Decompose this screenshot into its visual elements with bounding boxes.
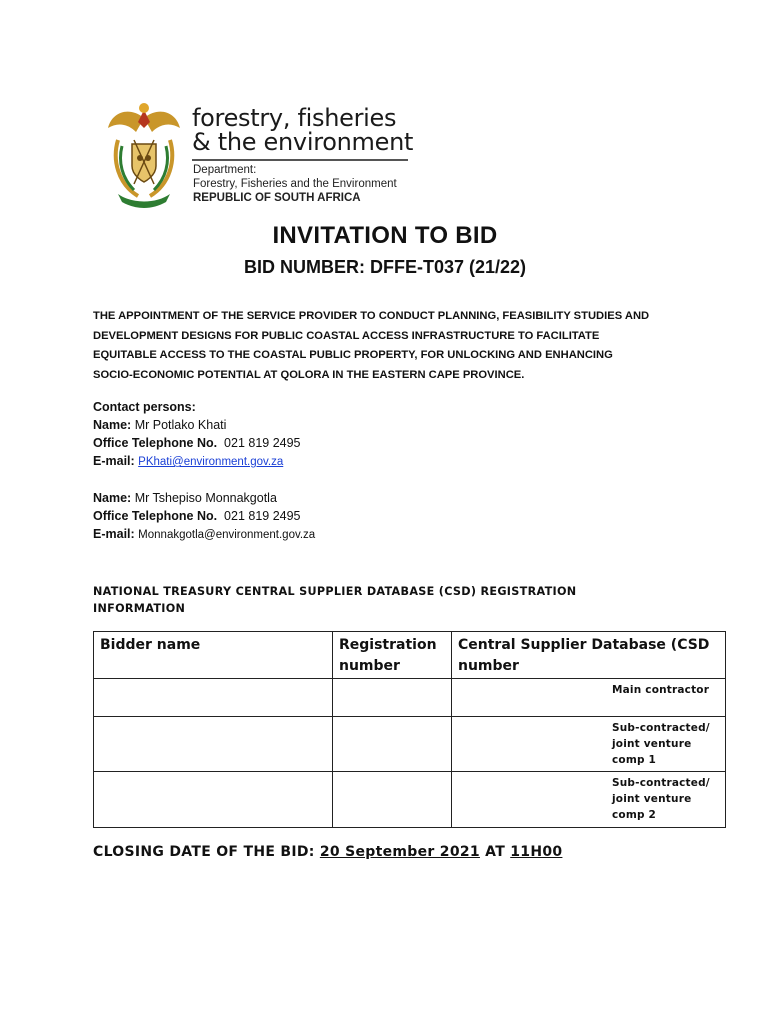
table-row bbox=[94, 772, 726, 828]
contact-name: Mr Potlako Khati bbox=[134, 418, 227, 432]
country-name: REPUBLIC OF SOUTH AFRICA bbox=[193, 192, 361, 204]
csd-heading-line: NATIONAL TREASURY CENTRAL SUPPLIER DATABASE (CSD) REGISTRATION bbox=[93, 585, 577, 598]
table-row bbox=[94, 717, 726, 772]
closing-date bbox=[93, 844, 562, 860]
contacts-heading: Contact persons: bbox=[93, 400, 196, 414]
bidder-name-cell[interactable] bbox=[94, 717, 333, 772]
csd-heading bbox=[93, 583, 693, 617]
description-line: EQUITABLE ACCESS TO THE COASTAL PUBLIC PROPERTY, FOR UNLOCKING AND ENHANCING bbox=[93, 349, 613, 361]
column-header-bidder-name: Bidder name bbox=[94, 632, 333, 679]
contact-telephone: 021 819 2495 bbox=[224, 509, 301, 523]
csd-registration-table bbox=[93, 631, 726, 828]
csd-number-cell[interactable] bbox=[452, 679, 726, 717]
row-label: Main contractor bbox=[612, 684, 710, 696]
brand-name-line1: forestry, fisheries bbox=[192, 104, 397, 132]
contact-name: Mr Tshepiso Monnakgotla bbox=[134, 491, 277, 505]
contact-email: Monnakgotla@environment.gov.za bbox=[138, 529, 316, 541]
registration-number-cell[interactable] bbox=[333, 679, 452, 717]
description-line: DEVELOPMENT DESIGNS FOR PUBLIC COASTAL ACCESS INFRASTRUCTURE TO FACILITATE bbox=[93, 329, 600, 342]
brand-name-line2: & the environment bbox=[192, 128, 414, 156]
row-label: Sub-contracted/ joint venture comp 2 bbox=[612, 777, 710, 821]
email-label: E-mail: bbox=[93, 454, 135, 468]
csd-number-cell[interactable] bbox=[452, 772, 726, 828]
email-label: E-mail: bbox=[93, 527, 135, 541]
description-line: THE APPOINTMENT OF THE SERVICE PROVIDER TO CONDUCT PLANNING, FEASIBILITY STUDIES AND bbox=[93, 310, 650, 322]
document-title: INVITATION TO BID bbox=[272, 222, 498, 249]
description-line: SOCIO-ECONOMIC POTENTIAL AT QOLORA IN THE EASTERN CAPE PROVINCE. bbox=[93, 368, 525, 381]
table-header-row bbox=[94, 632, 726, 679]
department-name: Forestry, Fisheries and the Environment bbox=[193, 178, 397, 190]
column-header-csd-number: Central Supplier Database (CSD number bbox=[452, 632, 726, 679]
bid-description bbox=[93, 307, 693, 385]
row-label: Sub-contracted/ joint venture comp 1 bbox=[612, 722, 710, 766]
csd-number-cell[interactable] bbox=[452, 717, 726, 772]
closing-date-value: 20 September 2021 bbox=[319, 844, 480, 860]
coat-of-arms-icon bbox=[104, 100, 184, 208]
brand-divider bbox=[192, 159, 408, 161]
registration-number-cell[interactable] bbox=[333, 717, 452, 772]
closing-time-value: 11H00 bbox=[510, 844, 563, 860]
bidder-name-cell[interactable] bbox=[94, 679, 333, 717]
contact-email-link[interactable]: PKhati@environment.gov.za bbox=[138, 456, 284, 468]
telephone-label: Office Telephone No. bbox=[93, 436, 218, 450]
column-header-registration-number: Registration number bbox=[333, 632, 452, 679]
bidder-name-cell[interactable] bbox=[94, 772, 333, 828]
closing-label: CLOSING DATE OF THE BID: bbox=[93, 844, 315, 860]
telephone-label: Office Telephone No. bbox=[93, 509, 218, 523]
contact-block-2 bbox=[93, 489, 315, 544]
table-row bbox=[94, 679, 726, 717]
csd-heading-line: INFORMATION bbox=[93, 602, 186, 615]
name-label: Name: bbox=[93, 491, 132, 505]
name-label: Name: bbox=[93, 418, 132, 432]
contact-telephone: 021 819 2495 bbox=[224, 436, 301, 450]
department-label: Department: bbox=[193, 164, 257, 176]
registration-number-cell[interactable] bbox=[333, 772, 452, 828]
bid-number: BID NUMBER: DFFE-T037 (21/22) bbox=[243, 257, 527, 277]
contact-block-1 bbox=[93, 398, 301, 471]
closing-at: AT bbox=[485, 844, 506, 860]
